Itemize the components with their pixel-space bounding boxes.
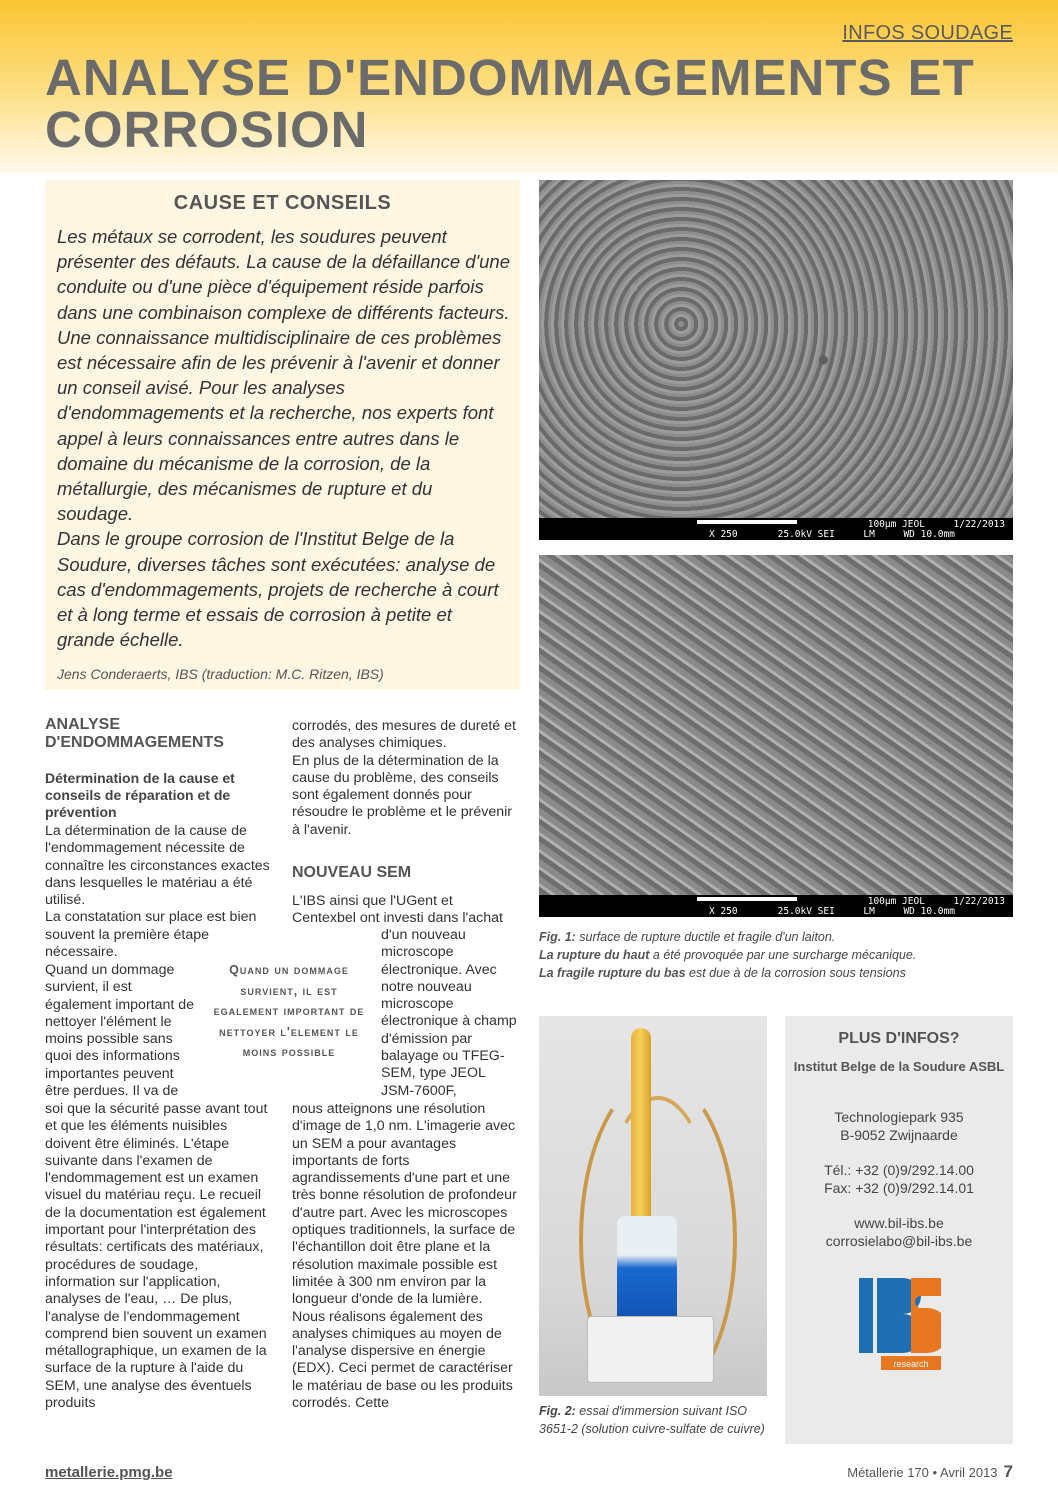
info-website-link[interactable]: www.bil-ibs.be — [854, 1215, 944, 1231]
intro-text — [57, 224, 512, 652]
col2-paragraph-4: Nous réalisons également des analyses chimiques au moyen de l'analyse dispersive en énergie (EDX). Ceci permet de caractériser le matériau de base ou les produits corrodés. Cette — [292, 1308, 513, 1412]
col1-paragraph-2: La constatation sur place est bien souvent la première étape nécessaire. — [45, 909, 257, 961]
page-title: ANALYSE D'ENDOMMAGEMENTS ET CORROSION — [45, 49, 975, 158]
sem-scale-bar — [697, 897, 797, 901]
intro-paragraph-2: Dans le groupe corrosion de l'Institut Belge de la Soudure, diverses tâches sont exécutées: analyse de cas d'endommagements, projets de recherche à court et à long terme et essais de corrosion à petite et grande échelle. — [57, 528, 499, 651]
intro-title: CAUSE ET CONSEILS — [173, 192, 392, 214]
sem-info-line-2: X 250 25.0kV SEI LM WD 10.0mm — [709, 906, 955, 917]
footer-issue-text: Métallerie 170 • Avril 2013 — [847, 1465, 998, 1480]
col1-paragraph-1: La détermination de la cause de l'endommagement nécessite de connaître les circonstances exactes dans lesquelles le matériau a été utilisé. — [45, 823, 270, 909]
magnetic-stirrer — [587, 1316, 714, 1383]
ibs-logo — [859, 1278, 941, 1370]
condenser-column — [631, 1028, 651, 1228]
info-organization: Institut Belge de la Soudure ASBL — [793, 1059, 1005, 1074]
sem-info-line-2: X 250 25.0kV SEI LM WD 10.0mm — [709, 529, 955, 540]
sem-scale-bar — [697, 520, 797, 524]
intro-box — [45, 180, 520, 690]
sem-info-line-1: 100µm JEOL 1/22/2013 — [867, 896, 1005, 907]
sem-info-bar — [539, 518, 1013, 540]
lab-photo — [539, 1016, 767, 1396]
sem-info-line-1: 100µm JEOL 1/22/2013 — [867, 519, 1005, 530]
info-fax: Fax: +32 (0)9/292.14.01 — [824, 1180, 974, 1196]
intro-author: Jens Conderaerts, IBS (traduction: M.C. Ritzen, IBS) — [57, 666, 384, 682]
col2-paragraph-1: corrodés, des mesures de dureté et des analyses chimiques. — [292, 718, 516, 752]
col2-heading: NOUVEAU SEM — [292, 864, 412, 881]
info-address-1: Technologiepark 935 — [834, 1109, 964, 1125]
col2-text-top — [292, 718, 517, 839]
logo-research-text: research — [893, 1359, 929, 1369]
fig1-label: Fig. 1: — [539, 930, 576, 944]
info-title: PLUS D'INFOS? — [838, 1030, 960, 1047]
info-address-2: B-9052 Zwijnaarde — [840, 1127, 958, 1143]
col1-text-top — [45, 823, 270, 961]
figure-1-caption — [539, 928, 1013, 982]
figure-2-caption — [539, 1402, 767, 1438]
fig2-label: Fig. 2: — [539, 1404, 576, 1418]
fig1-text-2: a été provoquée par une surcharge mécanique. — [649, 948, 917, 962]
col2-text-narrow: d'un nouveau microscope électronique. Avec notre nouveau microscope électronique à champ d'émission par balayage ou TFEG-SEM, type JEOL JSM-7600F, — [381, 927, 517, 1099]
col2-text-intro: L'IBS ainsi que l'UGent et Centexbel ont investi dans l'achat — [292, 893, 503, 927]
sem-image-top — [539, 180, 1013, 540]
col2-paragraph-2: En plus de la détermination de la cause du problème, des conseils sont également donnés pour résoudre le problème et le prévenir à l'avenir. — [292, 752, 513, 838]
info-email-link[interactable]: corrosielabo@bil-ibs.be — [825, 1233, 973, 1249]
footer-site-link[interactable]: metallerie.pmg.be — [45, 1464, 173, 1481]
col2-paragraph-3: nous atteignons une résolution d'image de 1,0 nm. L'imagerie avec un SEM a pour avantages importants de forts agrandissements d'une part et une très bonne résolution de profondeur d'autre part. Avec les microscopes optiques traditionnels, la surface de l'échantillon doit être plane et la résolution maximale possible est limitée à 300 nm environ par la longueur d'onde de la lumière. — [292, 1101, 517, 1308]
col1-subheading: Détermination de la cause et conseils de réparation et de prévention — [45, 770, 235, 820]
fig1-text: surface de rupture ductile et fragile d'un laiton. — [575, 930, 836, 944]
sem-image-bottom — [539, 555, 1013, 917]
info-phone: Tél.: +32 (0)9/292.14.00 — [824, 1162, 974, 1178]
fig2-text: essai d'immersion suivant ISO 3651-2 (solution cuivre-sulfate de cuivre) — [539, 1404, 765, 1436]
col1-text-bottom: soi que la sécurité passe avant tout et que les éléments nuisibles doivent être éliminés. L'étape suivante dans l'examen de l'endommagement est un examen visuel du matériau reçu. Le recueil de la documentation est également important pour l'interprétation des résultats: certificats des matériaux, procédures de soudage, information sur l'application, analyses de l'eau, … De plus, l'analyse de l'endommagement comprend bien souvent un examen métallographique, un examen de la surface de la rupture à l'aide du SEM, une analyse des éventuels produits — [45, 1101, 268, 1412]
intro-paragraph-1: Les métaux se corrodent, les soudures peuvent présenter des défauts. La cause de la défaillance d'une conduite ou d'une pièce d'équipement réside parfois dans une combinaison complexe de différents facteurs. Une connaissance multidisciplinaire de ces problèmes est nécessaire afin de les prévenir à l'avenir et donner un conseil avisé. Pour les analyses d'endommagements et la recherche, nos experts font appel à leurs connaissances entre autres dans le domaine du mécanisme de la corrosion, de la métallurgie, des mécanismes de rupture et du soudage. — [57, 226, 510, 525]
fig1-bold-2: La rupture du haut — [539, 948, 650, 962]
col1-heading: ANALYSE D'ENDOMMAGEMENTS — [45, 716, 224, 751]
fig1-bold-3: La fragile rupture du bas — [539, 966, 686, 980]
col2-text-bottom — [292, 1101, 517, 1412]
footer-issue — [847, 1462, 1013, 1482]
page-number: 7 — [1003, 1462, 1013, 1481]
sem-info-bar — [539, 895, 1013, 917]
col1-text-narrow: Quand un dommage survient, il est également important de nettoyer l'élément le moins possible sans quoi des informations importantes peuvent être perdues. Il va de — [45, 962, 195, 1100]
info-box — [785, 1016, 1013, 1444]
pull-quote: Quand un dommage survient, il est egalement important de nettoyer l'element le moins possible — [213, 963, 365, 1059]
fig1-text-3: est due à de la corrosion sous tensions — [685, 966, 906, 980]
section-label[interactable]: INFOS SOUDAGE — [842, 22, 1013, 44]
